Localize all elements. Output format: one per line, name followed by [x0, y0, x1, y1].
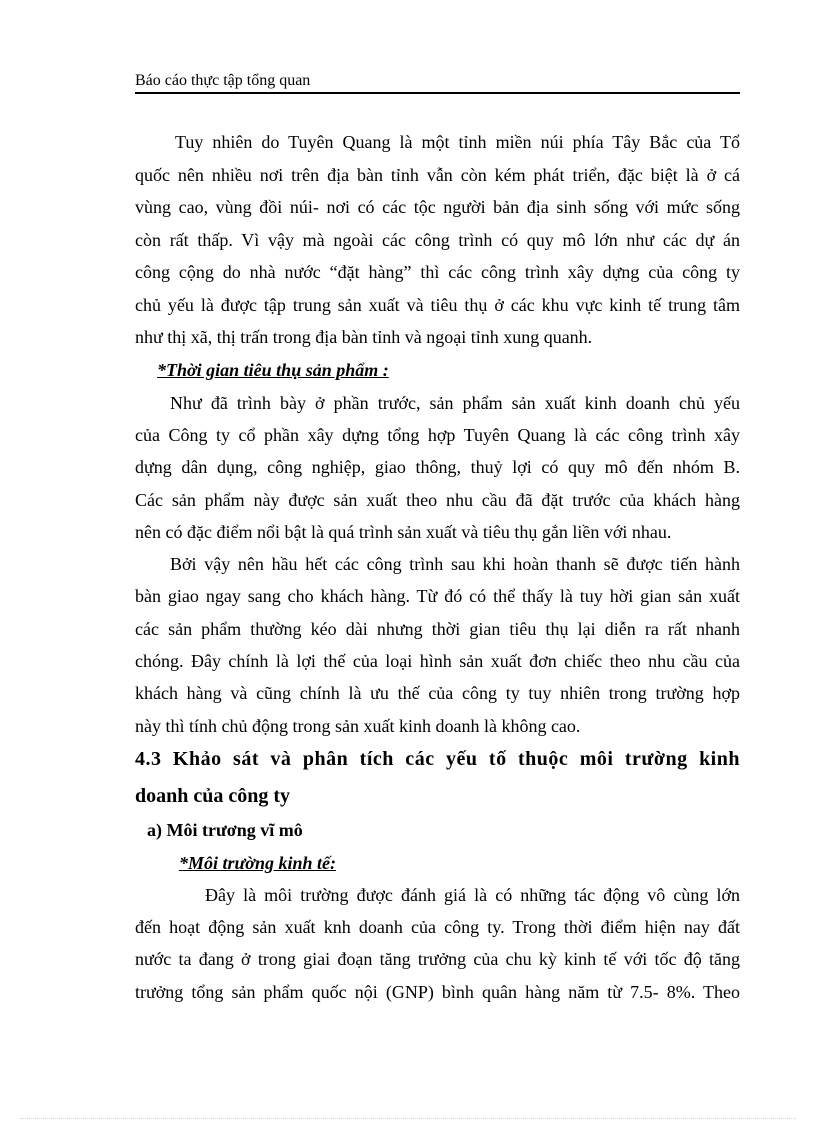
paragraph-line: trưởng tổng sản phẩm quốc nội (GNP) bình quân hàng năm từ 7.5- 8%. Theo [135, 982, 740, 1002]
subheading [135, 851, 784, 875]
paragraph-line: Bởi vậy nên hầu hết các công trình sau khi hoàn thanh sẽ được tiến hành [170, 554, 740, 574]
section-heading: 4.3 Khảo sát và phân tích các yếu tố thuộc môi trường kinh [135, 748, 740, 770]
page-bottom-border [20, 1118, 796, 1119]
paragraph-line: Tuy nhiên do Tuyên Quang là một tỉnh miền núi phía Tây Bắc của Tổ [175, 132, 740, 152]
paragraph-line: chủ yếu là được tập trung sản xuất và tiêu thụ ở các khu vực kinh tế trung tâm [135, 295, 740, 315]
paragraph-line: như thị xã, thị trấn trong địa bàn tỉnh và ngoại tỉnh xung quanh. [135, 327, 593, 347]
subheading [135, 358, 762, 382]
paragraph-line: công cộng do nhà nước “đặt hàng” thì các công trình xây dựng của công ty [135, 262, 740, 282]
subsection-heading: a) Môi trương vĩ mô [147, 820, 303, 840]
paragraph-line: khách hàng và cũng chính là ưu thế của công ty tuy nhiên trong trường hợp [135, 683, 740, 703]
paragraph-line: dựng dân dụng, công nghiệp, giao thông, thuỷ lợi có quy mô đến nhóm B. [135, 457, 740, 477]
paragraph-line: đến hoạt động sản xuất knh doanh của công ty. Trong thời điểm hiện nay đất [135, 917, 740, 937]
paragraph-line: vùng cao, vùng đồi núi- nơi có các tộc người bản địa sinh sống với mức sống [135, 197, 740, 217]
paragraph-line: Các sản phẩm này được sản xuất theo nhu cầu đã đặt trước của khách hàng [135, 490, 740, 510]
subheading-text: *Thời gian tiêu thụ sản phẩm : [157, 360, 389, 380]
header-title: Báo cáo thực tập tổng quan [135, 72, 311, 89]
subheading-text: *Môi trường kinh tế: [179, 853, 336, 873]
paragraph-line: của Công ty cổ phần xây dựng tổng hợp Tuyên Quang là các công trình xây [135, 425, 740, 445]
paragraph-line: còn rất thấp. Vì vậy mà ngoài các công trình có quy mô lớn như các dự án [135, 230, 740, 250]
section-heading: doanh của công ty [135, 785, 291, 807]
paragraph-line: này thì tính chủ động trong sản xuất kinh doanh là không cao. [135, 716, 581, 736]
page-header [135, 70, 740, 94]
paragraph-line: quốc nên nhiều nơi trên địa bàn tỉnh vẫn còn kém phát triển, đặc biệt là ở cá [135, 165, 740, 185]
paragraph-line: chóng. Đây chính là lợi thế của loại hình sản xuất đơn chiếc theo nhu cầu của [135, 651, 740, 671]
paragraph-line: bàn giao ngay sang cho khách hàng. Từ đó có thể thấy là tuy hời gian sản xuất [135, 586, 740, 606]
paragraph-line: Đây là môi trường được đánh giá là có những tác động vô cùng lớn [205, 885, 740, 905]
paragraph-line: nên có đặc điểm nổi bật là quá trình sản xuất và tiêu thụ gắn liền với nhau. [135, 522, 672, 542]
paragraph-line: nước ta đang ở trong giai đoạn tăng trưởng của chu kỳ kinh tế với tốc độ tăng [135, 949, 740, 969]
paragraph-line: Như đã trình bày ở phần trước, sản phẩm sản xuất kinh doanh chủ yếu [170, 393, 740, 413]
paragraph-line: các sản phẩm thường kéo dài nhưng thời gian tiêu thụ lại diễn ra rất nhanh [135, 619, 740, 639]
